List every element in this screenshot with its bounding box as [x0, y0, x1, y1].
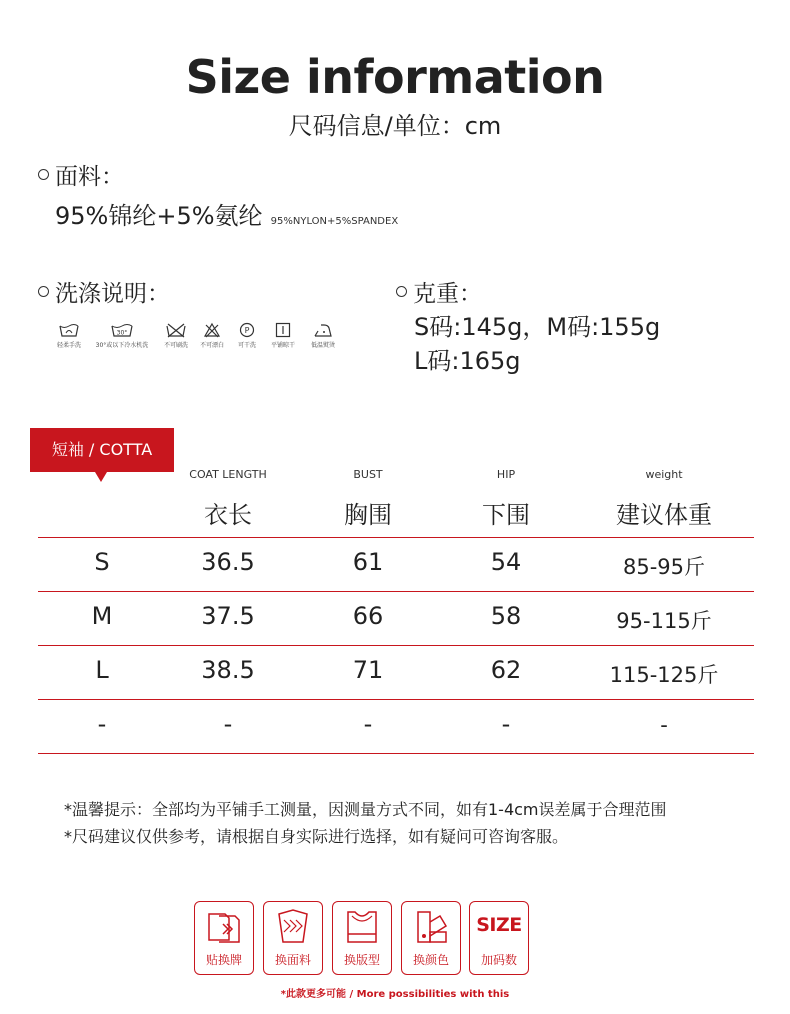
table-cell: 62	[490, 656, 522, 684]
label-swap-icon	[195, 906, 253, 948]
bullet-icon	[38, 169, 49, 180]
no-bleach-icon: 不可漂白	[196, 322, 228, 349]
svg-text:P: P	[244, 326, 250, 335]
table-cell: 58	[490, 602, 522, 630]
low-iron-icon: 低温熨烫	[306, 322, 340, 349]
category-badge: 短袖 / COTTA	[30, 428, 174, 472]
svg-text:30°: 30°	[116, 329, 128, 337]
size-cell: M	[91, 602, 113, 630]
bullet-icon	[38, 286, 49, 297]
table-cell: 115-125斤	[609, 663, 719, 687]
fabric-en: 95%NYLON+5%SPANDEX	[270, 216, 399, 227]
size-cell: -	[97, 710, 107, 738]
table-cell: 54	[490, 548, 522, 576]
bullet-icon	[396, 286, 407, 297]
table-divider	[38, 699, 754, 700]
column-header-en: COAT LENGTH	[189, 468, 267, 481]
service-label: 换版型	[343, 953, 380, 967]
table-row	[0, 656, 790, 688]
service-fabric-swap	[263, 901, 323, 975]
table-row	[0, 710, 790, 742]
weight-line-1: S码:145g，M码:155g	[414, 313, 661, 341]
washing-icons	[52, 322, 352, 356]
size-cell: S	[94, 548, 110, 576]
service-pattern-swap	[332, 901, 392, 975]
table-row	[0, 548, 790, 580]
table-cell: 66	[352, 602, 384, 630]
table-divider	[38, 645, 754, 646]
table-cell: 37.5	[201, 602, 255, 630]
size-icon: SIZE	[476, 914, 522, 936]
table-cell: 71	[352, 656, 384, 684]
page-subtitle: 尺码信息/单位：cm	[288, 112, 502, 140]
service-label: 加码数	[480, 953, 517, 967]
page-title: Size information	[185, 50, 605, 104]
column-header: 衣长	[204, 501, 252, 529]
fabric-label: 面料：	[38, 158, 124, 191]
table-cell: 85-95斤	[622, 555, 706, 579]
table-cell: -	[223, 710, 233, 738]
table-cell: -	[363, 710, 373, 738]
column-header-en: BUST	[353, 468, 383, 481]
note-line: *尺码建议仅供参考，请根据自身实际进行选择，如有疑问可咨询客服。	[64, 827, 569, 846]
wash-30-icon: 30° 30°或以下冷水机洗	[90, 322, 154, 349]
note-line: *温馨提示：全部均为平铺手工测量，因测量方式不同，如有1-4cm误差属于合理范围	[64, 800, 667, 819]
flat-dry-icon: 平铺晾干	[266, 322, 300, 349]
footer-note: *此款更多可能 / More possibilities with this	[280, 989, 510, 1000]
column-header: 建议体重	[616, 501, 712, 529]
pattern-swap-icon	[333, 906, 391, 948]
table-cell: -	[501, 710, 511, 738]
service-label-swap	[194, 901, 254, 975]
service-label: 换颜色	[412, 953, 449, 967]
table-cell: 38.5	[201, 656, 255, 684]
table-divider	[38, 537, 754, 538]
hand-wash-icon: 轻柔手洗	[52, 322, 86, 349]
column-header: 下围	[482, 501, 530, 529]
badge-pointer	[95, 472, 107, 482]
column-header-en: HIP	[496, 468, 516, 481]
fabric-composition	[55, 196, 398, 231]
service-label: 贴换牌	[205, 953, 242, 967]
fabric-swap-icon	[264, 906, 322, 948]
table-cell: 61	[352, 548, 384, 576]
weight-label: 克重：	[396, 275, 482, 308]
table-divider	[38, 591, 754, 592]
column-header: 胸围	[344, 501, 392, 529]
weight-line-2: L码:165g	[414, 347, 521, 375]
fabric-main: 95%锦纶+5%氨纶	[55, 202, 263, 230]
table-cell: 95-115斤	[616, 609, 712, 633]
size-cell: L	[95, 656, 109, 684]
table-row	[0, 602, 790, 634]
service-color-swap	[401, 901, 461, 975]
color-swap-icon	[402, 906, 460, 948]
table-cell: 36.5	[201, 548, 255, 576]
service-label: 换面料	[274, 953, 311, 967]
service-size	[469, 901, 529, 975]
table-divider	[38, 753, 754, 754]
no-brush-icon: 不可刷洗	[160, 322, 192, 349]
table-cell: -	[660, 713, 668, 737]
washing-label: 洗涤说明：	[38, 275, 170, 308]
dry-clean-p-icon: P 可干洗	[232, 322, 262, 349]
column-header-en: weight	[645, 468, 683, 481]
